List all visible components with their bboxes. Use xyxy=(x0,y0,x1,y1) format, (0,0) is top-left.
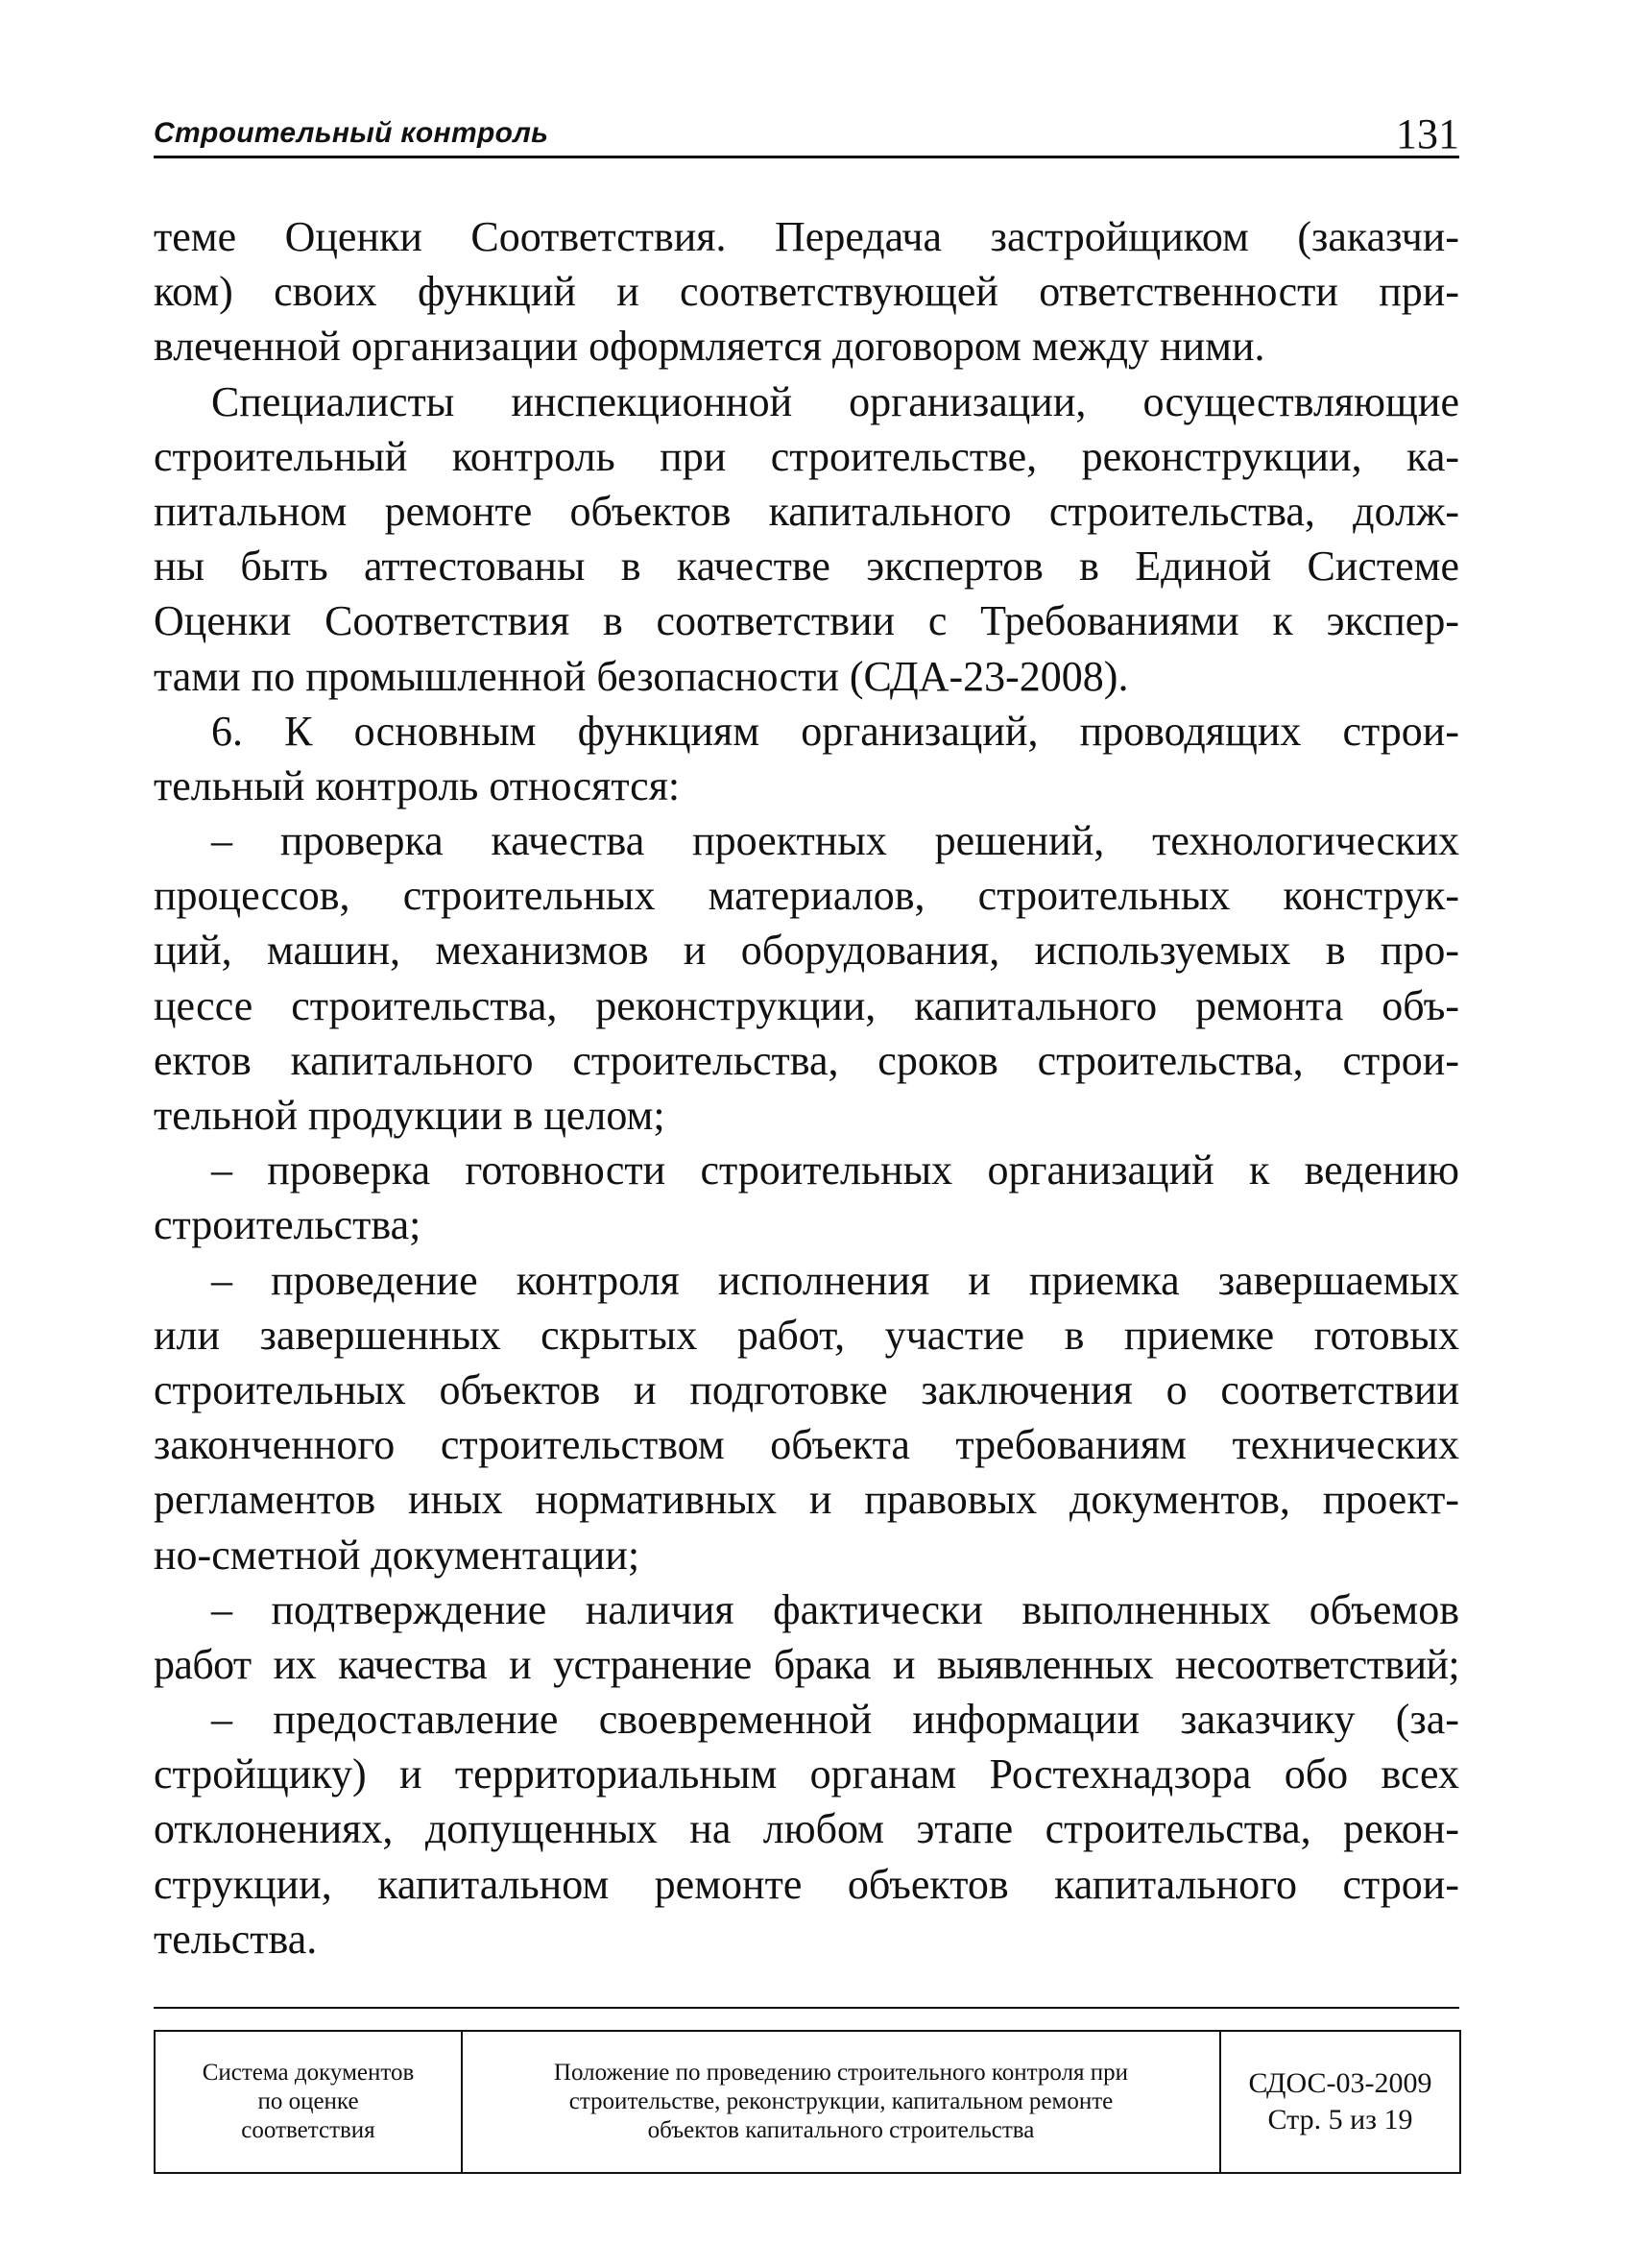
header-rule xyxy=(154,156,1459,158)
text-line: цессе строительства, реконструкции, капитального ремонта объ- xyxy=(154,981,1459,1029)
footer-title-line: строительстве, реконструкции, капитальном ремонте xyxy=(568,2088,1114,2114)
footer-system-line: Система документов xyxy=(202,2060,415,2086)
text-line: тельной продукции в целом; xyxy=(154,1092,665,1139)
text-line: или завершенных скрытых работ, участие в приемке готовых xyxy=(154,1311,1459,1359)
document-footer-table xyxy=(154,2030,1461,2174)
text-line: строительных объектов и подготовке заключения о соответствии xyxy=(154,1365,1459,1413)
page-reference: Стр. 5 из 19 xyxy=(1267,2104,1413,2135)
footer-rule xyxy=(154,2007,1459,2009)
text-line: ектов капитального строительства, сроков строительства, строи- xyxy=(154,1036,1459,1084)
text-line: теме Оценки Соответствия. Передача застройщиком (заказчи- xyxy=(154,213,1459,260)
text-line: – подтверждение наличия фактически выполненных объемов xyxy=(211,1585,1459,1633)
text-line: строительства; xyxy=(154,1201,421,1249)
text-line: Оценки Соответствия в соответствии с Требованиями к экспер- xyxy=(154,597,1459,645)
text-line: но-сметной документации; xyxy=(154,1531,640,1579)
text-line: строительный контроль при строительстве, реконструкции, ка- xyxy=(154,432,1459,480)
text-line: тельства. xyxy=(154,1915,318,1963)
text-line: тами по промышленной безопасности (СДА-23-2008). xyxy=(154,652,1129,700)
body-text xyxy=(154,209,1459,1966)
text-line: ны быть аттестованы в качестве экспертов в Единой Системе xyxy=(154,543,1459,591)
text-line: стройщику) и территориальным органам Ростехнадзора обо всех xyxy=(154,1750,1459,1798)
text-line: ком) своих функций и соответствующей ответственности при- xyxy=(154,268,1459,316)
text-line: струкции, капитальном ремонте объектов капитального строи- xyxy=(154,1860,1459,1908)
text-line: работ их качества и устранение брака и выявленных несоответствий; xyxy=(154,1640,1459,1688)
page-number: 131 xyxy=(1396,110,1459,157)
text-line: 6. К основным функциям организаций, проводящих строи- xyxy=(211,707,1459,755)
text-line: законченного строительством объекта требованиям технических xyxy=(154,1421,1459,1469)
text-line: влеченной организации оформляется договором между ними. xyxy=(154,323,1265,371)
text-line: тельный контроль относятся: xyxy=(154,761,681,809)
text-line: процессов, строительных материалов, строительных конструк- xyxy=(154,872,1459,920)
text-line: – предоставление своевременной информации заказчику (за- xyxy=(211,1696,1459,1744)
text-line: – проверка готовности строительных организаций к ведению xyxy=(211,1146,1459,1194)
footer-system-cell xyxy=(155,2031,462,2173)
footer-title-line: Положение по проведению строительного контроля при xyxy=(553,2060,1129,2086)
running-title: Строительный контроль xyxy=(154,117,549,149)
footer-title-cell xyxy=(462,2031,1220,2173)
footer-title-line: объектов капитального строительства xyxy=(647,2117,1035,2143)
text-line: отклонениях, допущенных на любом этапе строительства, рекон- xyxy=(154,1805,1459,1853)
text-line: – проведение контроля исполнения и приемка завершаемых xyxy=(211,1256,1459,1304)
text-line: питальном ремонте объектов капитального строительства, долж- xyxy=(154,487,1459,535)
footer-system-line: соответствия xyxy=(241,2117,375,2143)
text-line: – проверка качества проектных решений, технологических xyxy=(211,817,1459,865)
document-code: СДОС-03-2009 xyxy=(1248,2067,1432,2099)
footer-system-line: по оценке xyxy=(257,2088,359,2114)
footer-code-cell xyxy=(1220,2031,1460,2173)
text-line: Специалисты инспекционной организации, осуществляющие xyxy=(211,377,1459,425)
text-line: ций, машин, механизмов и оборудования, используемых в про- xyxy=(154,927,1459,975)
text-line: регламентов иных нормативных и правовых документов, проект- xyxy=(154,1476,1459,1524)
running-header xyxy=(154,108,1459,156)
